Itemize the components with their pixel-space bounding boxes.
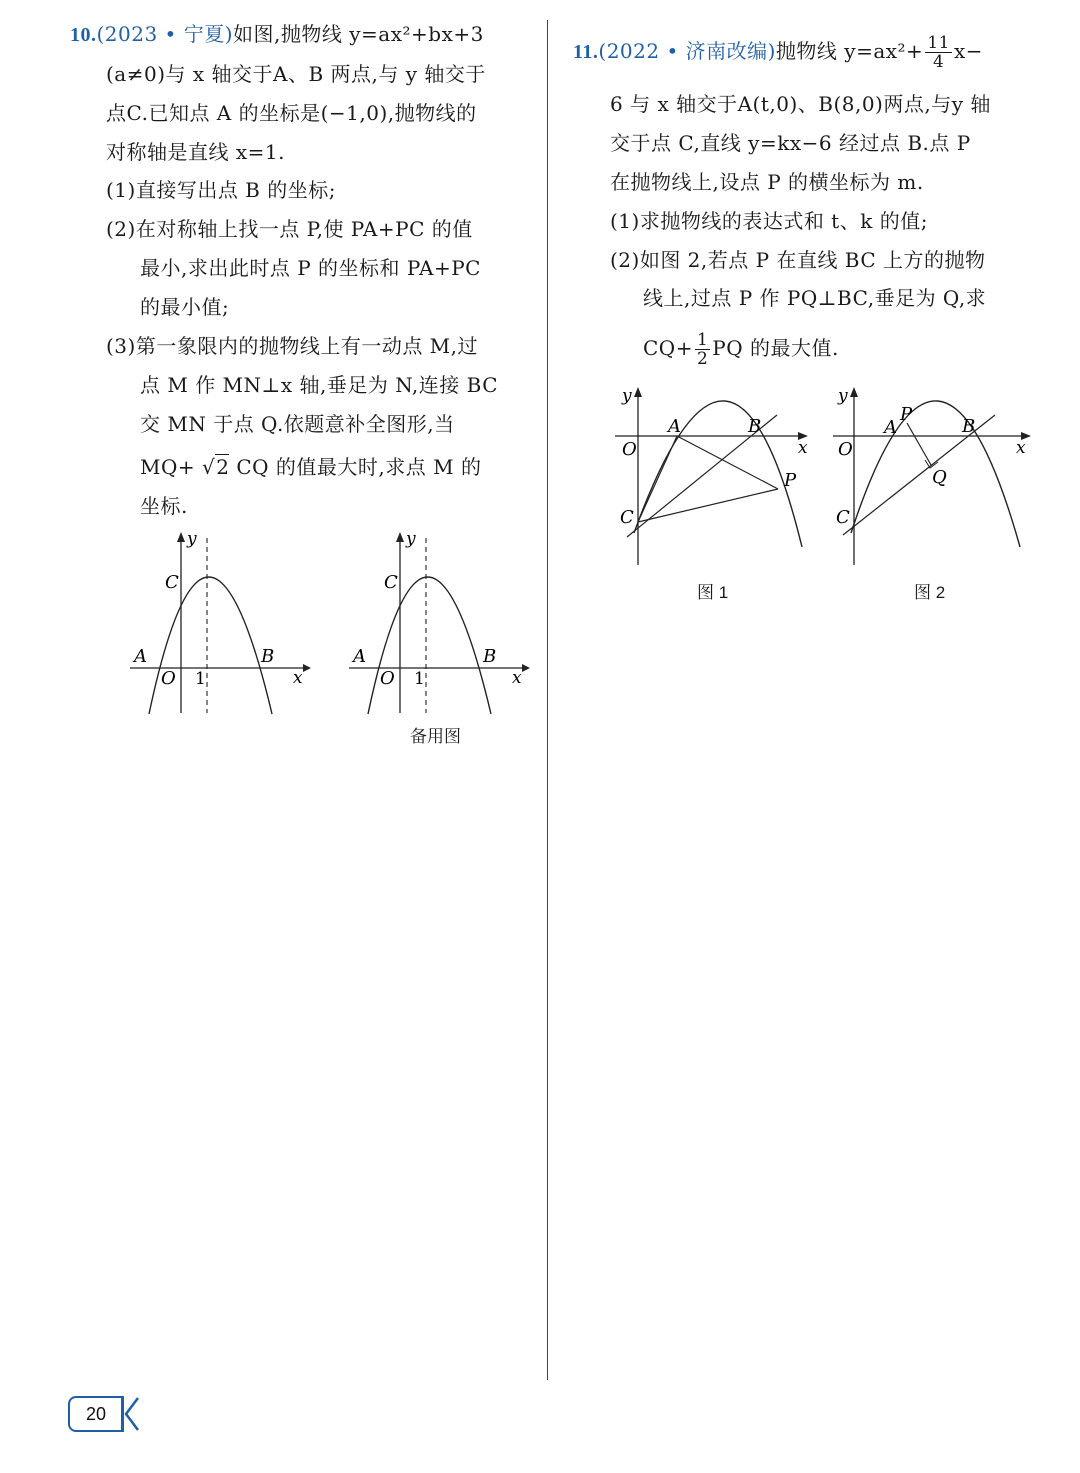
q11-fig2-label-q: Q [932,467,947,488]
q11-number: 11. [573,41,599,63]
q10-stem-4: 对称轴是直线 x=1. [106,140,285,164]
q10-part2-c: 的最小值; [140,295,230,319]
q10-fig-label-x: x [293,668,303,688]
q10-part2-b: 最小,求出此时点 P 的坐标和 PA+PC [140,256,481,280]
q10-sqrt-value: 2 [216,455,230,479]
q11-part2-c2: PQ 的最大值. [712,336,839,360]
q11-stem-4: 在抛物线上,设点 P 的横坐标为 m. [610,170,924,194]
column-divider [547,20,548,1380]
q11-fig1-label-p: P [784,470,797,491]
q11-part1: (1)求抛物线的表达式和 t、k 的值; [610,209,928,233]
q10-line1 [70,22,484,47]
q11-fig1-label-y: y [622,386,632,406]
q11-fig2-caption: 图 2 [914,583,946,602]
q10-fig-label-y: y [187,529,197,549]
q10-part3-a: (3)第一象限内的抛物线上有一动点 M,过 [106,334,479,358]
q11-fig2-label-b: B [962,416,976,437]
q10-spare-label-one: 1 [414,669,425,689]
q10-part1: (1)直接写出点 B 的坐标; [106,178,336,202]
q10-part3-b: 点 M 作 MN⊥x 轴,垂足为 N,连接 BC [140,373,498,397]
q10-part2-a: (2)在对称轴上找一点 P,使 PA+PC 的值 [106,217,473,241]
q11-fig1-label-a: A [668,416,681,437]
q11-fig2-label-a: A [884,417,897,438]
q11-fig2-label-o: O [838,439,853,460]
q10-part3-e: 坐标. [140,494,188,518]
q11-part2-b: 线上,过点 P 作 PQ⊥BC,垂足为 Q,求 [643,286,987,310]
q10-part3-d: MQ+ √2 CQ 的值最大时,求点 M 的 [140,455,482,479]
q11-line1 [573,32,983,71]
page-tab-chevron-icon [120,1396,142,1432]
q11-source: (2022 • 济南改编) [598,39,776,63]
q11-fig1-label-b: B [748,416,762,437]
q11-part2-c [643,328,839,368]
q11-fig1-label-x: x [798,438,808,458]
q11-frac1-num: 11 [927,33,950,53]
q11-frac1-den: 4 [932,52,945,72]
q10-spare-caption: 备用图 [410,727,461,746]
q10-figure-main [125,528,315,718]
q10-figure-spare [344,528,534,718]
q10-fig-label-a: A [134,646,147,667]
q11-stem-1a: 抛物线 y=ax²+ [775,39,924,63]
q11-figure-1 [612,385,812,570]
q11-stem-3: 交于点 C,直线 y=kx−6 经过点 B.点 P [610,131,971,155]
q11-fraction-1-2 [695,331,710,368]
q11-stem-2: 6 与 x 轴交于A(t,0)、B(8,0)两点,与y 轴 [610,92,991,116]
q10-stem-1: 如图,抛物线 y=ax²+bx+3 [233,22,484,46]
q11-fig2-label-p: P [900,404,913,425]
q11-fig2-label-x: x [1016,438,1026,458]
q10-part3-c: 交 MN 于点 Q.依题意补全图形,当 [140,412,455,436]
q11-fig2-label-y: y [838,386,848,406]
page-number: 20 [68,1396,124,1432]
q10-spare-label-x: x [512,668,522,688]
q10-spare-label-c: C [384,572,398,593]
q10-fig-label-o: O [161,668,176,689]
q10-fig-label-c: C [165,572,179,593]
q11-part2-c1: CQ+ [643,336,693,360]
q11-fig1-label-o: O [622,439,637,460]
q11-figure-2 [830,385,1035,570]
q10-stem-3: 点C.已知点 A 的坐标是(−1,0),抛物线的 [106,101,477,125]
q10-stem-2: (a≠0)与 x 轴交于A、B 两点,与 y 轴交于 [106,62,486,86]
q11-fraction-11-4 [925,34,952,71]
q11-fig2-label-c: C [836,507,850,528]
q11-fig1-caption: 图 1 [697,583,729,602]
q11-fig1-label-c: C [620,507,634,528]
q11-part2-a: (2)如图 2,若点 P 在直线 BC 上方的抛物 [610,248,986,272]
q10-spare-label-o: O [380,668,395,689]
q10-spare-label-y: y [406,529,416,549]
q10-spare-label-a: A [353,646,366,667]
q10-part3-d1: MQ+ [140,455,196,479]
q10-fig-label-one: 1 [195,669,206,689]
q11-frac2-num: 1 [696,330,709,350]
q10-part3-d3: CQ 的值最大时,求点 M 的 [236,455,482,479]
q11-stem-1b: x− [953,39,984,63]
q10-spare-label-b: B [483,646,497,667]
q10-fig-label-b: B [261,646,275,667]
q10-source: (2023 • 宁夏) [96,22,234,46]
q11-frac2-den: 2 [696,349,709,369]
q10-number: 10. [70,24,97,46]
